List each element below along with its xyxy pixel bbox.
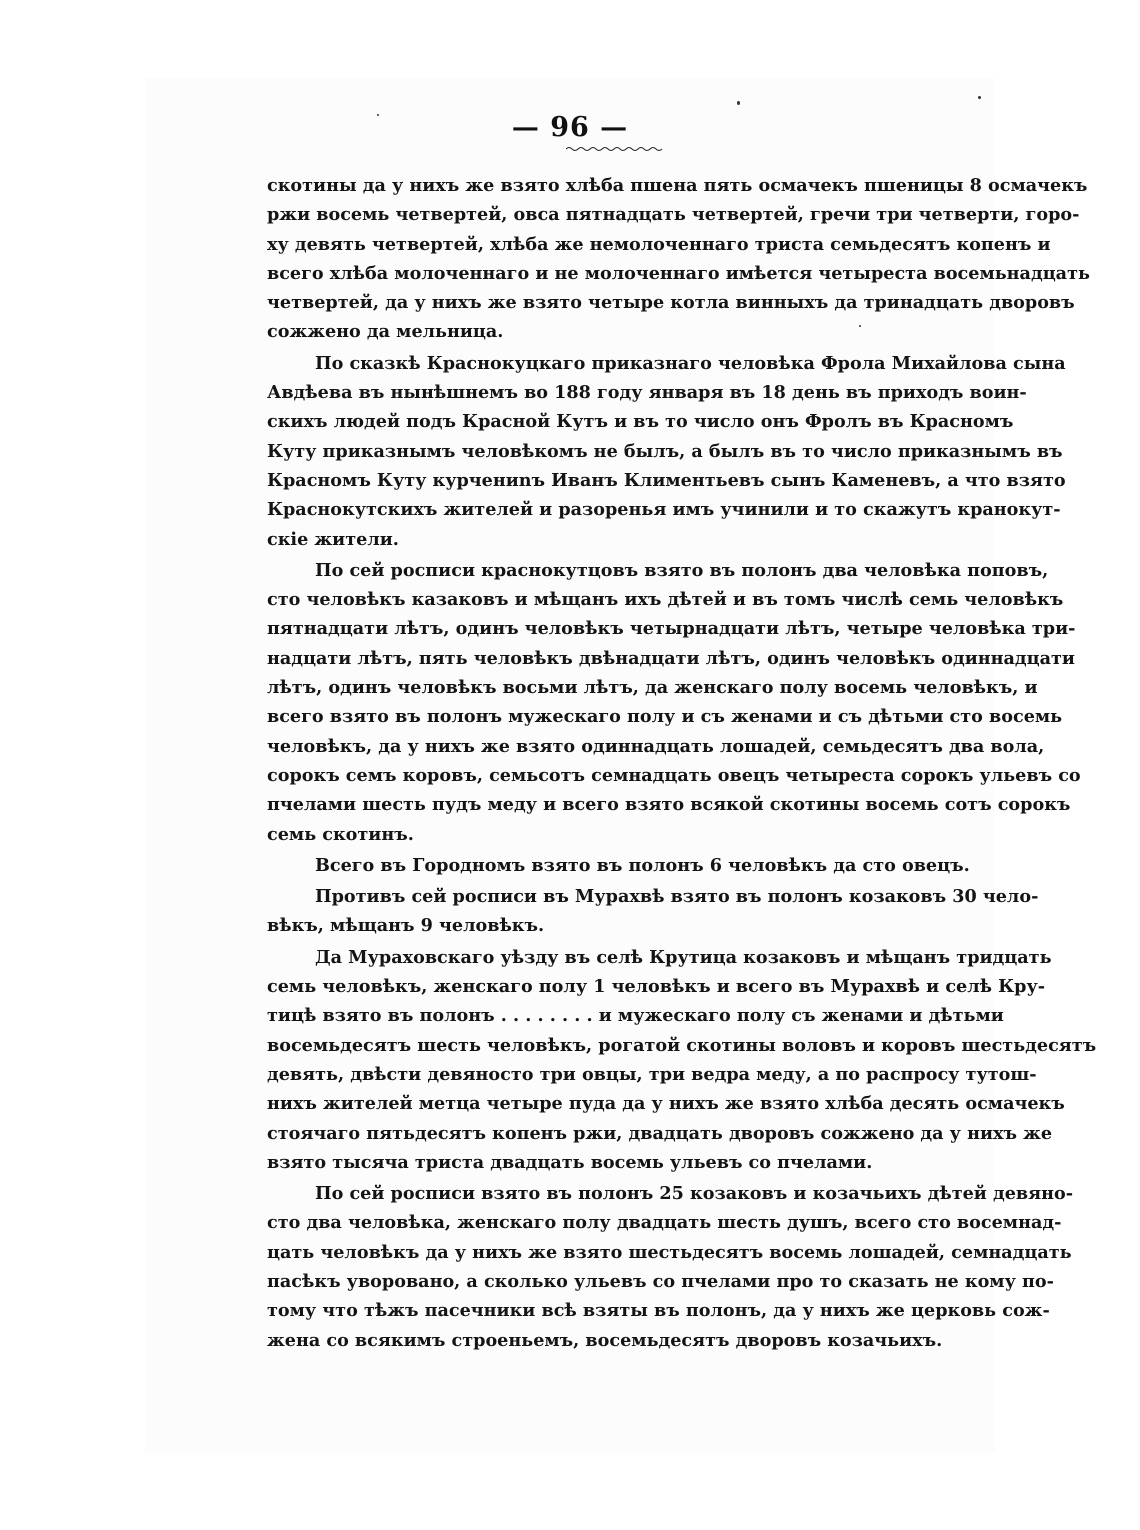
scan-speck xyxy=(859,325,861,327)
text-line: Всего въ Городномъ взято въ полонъ 6 человѣкъ да сто овецъ. xyxy=(315,854,970,876)
text-line: Да Мураховскаго уѣзду въ селѣ Крутица козаковъ и мѣщанъ тридцать xyxy=(315,946,1052,968)
text-line: сорокъ семъ коровъ, семьсотъ семнадцать овецъ четыреста сорокъ ульевъ со xyxy=(267,764,1081,786)
text-line: тицѣ взято въ полонъ . . . . . . . . и мужескаго полу съ женами и дѣтьми xyxy=(267,1005,1004,1027)
text-line: надцати лѣтъ, пять человѣкъ двѣнадцати лѣтъ, одинъ человѣкъ одиннадцати xyxy=(267,647,1075,669)
text-line: Краснокутскихъ жителей и разоренья имъ учинили и то скажутъ кранокут- xyxy=(267,499,1061,521)
text-line: скіе жители. xyxy=(267,528,399,550)
text-line: восемьдесятъ шесть человѣкъ, рогатой скотины воловъ и коровъ шестьдесятъ xyxy=(267,1034,1097,1056)
text-line: человѣкъ, да у нихъ же взято одиннадцать лошадей, семьдесятъ два вола, xyxy=(267,735,1045,757)
text-line: четвертей, да у нихъ же взято четыре котла винныхъ да тринадцать дворовъ xyxy=(267,292,1075,314)
text-line: По сей росписи взято въ полонъ 25 козаковъ и козачьихъ дѣтей девяно- xyxy=(315,1183,1074,1205)
text-line: жена со всякимъ строеньемъ, восемьдесятъ дворовъ козачьихъ. xyxy=(267,1329,943,1351)
scan-speck xyxy=(737,101,740,105)
text-line: сто два человѣка, женскаго полу двадцать шесть душъ, всего сто восемнад- xyxy=(267,1212,1062,1234)
page-number: — 96 — xyxy=(511,112,629,143)
text-line: Красномъ Куту курчениnъ Иванъ Климентьевъ сынъ Каменевъ, а что взято xyxy=(267,469,1066,491)
text-line: сто человѣкъ казаковъ и мѣщанъ ихъ дѣтей и въ томъ числѣ семь человѣкъ xyxy=(267,589,1064,611)
text-line: стоячаго пятьдесятъ копенъ ржи, двадцать дворовъ сожжено да у нихъ же xyxy=(267,1122,1053,1144)
paragraph xyxy=(267,943,1097,1177)
text-line: сожжено да мельница. xyxy=(267,321,504,343)
text-line: пасѣкъ уворовано, а сколько ульевъ со пчелами про то сказать не кому по- xyxy=(267,1270,1054,1292)
text-line: ржи восемь четвертей, овса пятнадцать четвертей, гречи три четверти, горо- xyxy=(267,204,1080,226)
text-line: семь человѣкъ, женскаго полу 1 человѣкъ и всего въ Мурахвѣ и селѣ Кру- xyxy=(267,976,1046,998)
text-line: лѣтъ, одинъ человѣкъ восьми лѣтъ, да женскаго полу восемь человѣкъ, и xyxy=(267,677,1038,699)
text-line: девять, двѣсти девяносто три овцы, три ведра меду, а по распросу тутош- xyxy=(267,1063,1037,1085)
document-body xyxy=(267,171,1097,1355)
text-line: взято тысяча триста двадцать восемь ульевъ со пчелами. xyxy=(267,1151,873,1173)
text-line: всего хлѣба молоченнаго и не молоченнаго имѣется четыреста восемьнадцать xyxy=(267,262,1090,284)
text-line: пчелами шесть пудъ меду и всего взято всякой скотины восемь сотъ сорокъ xyxy=(267,794,1071,816)
text-line: вѣкъ, мѣщанъ 9 человѣкъ. xyxy=(267,915,545,937)
text-line: По сказкѣ Краснокуцкаго приказнаго человѣка Фрола Михайлова сына xyxy=(315,352,1066,374)
text-line: пятнадцати лѣтъ, одинъ человѣкъ четырнадцати лѣтъ, четыре человѣка три- xyxy=(267,618,1076,640)
text-line: всего взято въ полонъ мужескаго полу и съ женами и съ дѣтьми сто восемь xyxy=(267,706,1063,728)
text-line: цать человѣкъ да у нихъ же взято шестьдесятъ восемь лошадей, семнадцать xyxy=(267,1241,1072,1263)
scan-speck xyxy=(377,114,379,116)
text-line: ху девять четвертей, хлѣба же немолоченнаго триста семьдесятъ копенъ и xyxy=(267,233,1051,255)
paragraph xyxy=(267,1179,1074,1355)
paragraph xyxy=(267,171,1090,347)
text-line: Куту приказнымъ человѣкомъ не былъ, а былъ въ то число приказнымъ въ xyxy=(267,440,1063,462)
text-line: нихъ жителей метца четыре пуда да у нихъ же взято хлѣба десять осмачекъ xyxy=(267,1093,1065,1115)
text-line: Противъ сей росписи въ Мурахвѣ взято въ полонъ козаковъ 30 чело- xyxy=(315,886,1039,908)
scan-speck xyxy=(978,96,981,99)
text-line: семь скотинъ. xyxy=(267,823,414,845)
paragraph xyxy=(267,556,1081,849)
text-line: скотины да у нихъ же взято хлѣба пшена пять осмачекъ пшеницы 8 осмачекъ xyxy=(267,175,1088,196)
text-line: По сей росписи краснокутцовъ взято въ полонъ два человѣка поповъ, xyxy=(315,559,1049,581)
page-number-underline xyxy=(566,146,664,152)
paragraph xyxy=(267,851,970,880)
text-line: Авдѣева въ нынѣшнемъ во 188 году января въ 18 день въ приходъ воин- xyxy=(267,382,1027,404)
paragraph xyxy=(267,349,1066,554)
text-line: тому что тѣжъ пасечники всѣ взяты въ полонъ, да у нихъ же церковь сож- xyxy=(267,1300,1050,1322)
paragraph xyxy=(267,882,1039,941)
text-line: скихъ людей подъ Красной Кутъ и въ то число онъ Фролъ въ Красномъ xyxy=(267,411,1014,433)
